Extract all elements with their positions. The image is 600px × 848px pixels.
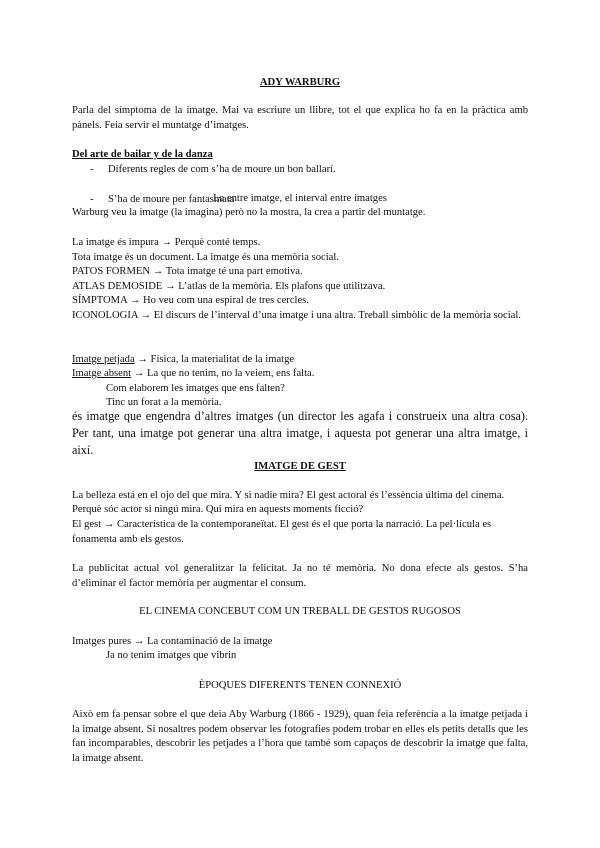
concept-line: Tota imatge és un document. La imatge és una memòria social. <box>72 252 339 263</box>
vibrating-images-line: Ja no tenim imatges que vibrin <box>106 650 237 661</box>
intro-paragraph: Parla del símptoma de la imatge. Mai va escriure un llibre, tot el que explica ho fa en la pràctica amb pànels. Feia servir el muntatge d’imatges. <box>72 105 528 131</box>
section-heading-dance: Del arte de bailar y de la danza <box>72 149 213 160</box>
absent-line <box>72 367 528 382</box>
gesture-line: Perquè sóc actor si ningú mira. Qui mira en aquests moments ficció? <box>72 504 364 515</box>
concept-line: La imatge és impura → Perquè conté temps. <box>72 237 261 248</box>
imprint-definition: → Física, la materialitat de la imatge <box>134 354 295 365</box>
concept-line: SÍMPTOMA → Ho veu com una espiral de tres cercles. <box>72 295 309 306</box>
concept-line: PATOS FORMEN → Tota imatge té una part emotiva. <box>72 266 303 277</box>
absent-definition: → La que no tenim, no la veiem, ens falta. <box>131 368 315 379</box>
memory-line: Tinc un forat a la memòria. <box>106 397 222 408</box>
section-heading-gesture: IMATGE DE GEST <box>254 461 346 472</box>
advertising-paragraph: La publicitat actual vol generalitzar la felicitat. Ja no té memòria. No dona efecte als gestos. S’ha d’eliminar el factor memòria per augmentar el consum. <box>72 563 528 589</box>
document-title: ADY WARBURG <box>259 77 341 88</box>
bullet-dash: - <box>90 164 94 175</box>
concept-line: ATLAS DEMOSIDE → L’atlas de la memòria. Els plafons que utilitzava. <box>72 281 386 292</box>
gesture-line: La belleza está en el ojo del que mira. Y si nadie mira? El gest actoral és l’essència última del cinema. <box>72 490 505 501</box>
bullet-dash: - <box>90 193 94 205</box>
concept-line: ICONOLOGIA → El discurs de l’interval d’una imatge i una altra. Treball simbòlic de la memòria social. <box>72 310 521 321</box>
bullet-text: S’ha de moure per fantasmata <box>108 193 235 205</box>
absent-term: Imatge absent <box>72 368 132 379</box>
imprint-term: Imatge petjada <box>72 354 135 365</box>
imprint-line <box>72 353 528 368</box>
bullet-text: Diferents regles de com s’ha de moure un bon ballarí. <box>108 164 336 175</box>
document-page <box>72 0 528 764</box>
generating-images-paragraph: és imatge que engendra d’altres imatges (un director les agafa i construeix una altra cosa). Per tant, una imatge pot generar una altra imatge, i aquesta pot generar una altra imatge, i així. <box>72 409 528 457</box>
bullet-item <box>72 163 564 178</box>
eras-paragraph: Això em fa pensar sobre el que deia Aby Warburg (1866 - 1929), quan feia referència a la imatge petjada i la imatge absent. Si nosaltres podem observar les fotografies podem trobar en elles els petits detalls que les fan incomparables, descobrir les petjades a l’hora que també som capaços de descobrir la imatge que falta, la imatge absent. <box>72 709 528 764</box>
gesture-paragraph: El gest → Característica de la contemporaneïtat. El gest és el que porta la narració. La pel·lícula es fonamenta amb els gestos. <box>72 519 492 545</box>
section-heading-eras: ÈPOQUES DIFERENTS TENEN CONNEXIÓ <box>198 680 402 691</box>
section-heading-cinema: EL CINEMA CONCEBUT COM UN TREBALL DE GESTOS RUGOSOS <box>139 606 461 617</box>
question-line: Com elaborem les imatges que ens falten? <box>106 383 285 394</box>
warburg-paragraph: Warburg veu la imatge (la imagina) però no la mostra, la crea a partir del muntatge. <box>72 207 426 218</box>
pure-images-line: Imatges pures → La contaminació de la imatge <box>72 636 273 647</box>
centered-note: La entre imatge, el interval entre imatges <box>213 193 387 204</box>
